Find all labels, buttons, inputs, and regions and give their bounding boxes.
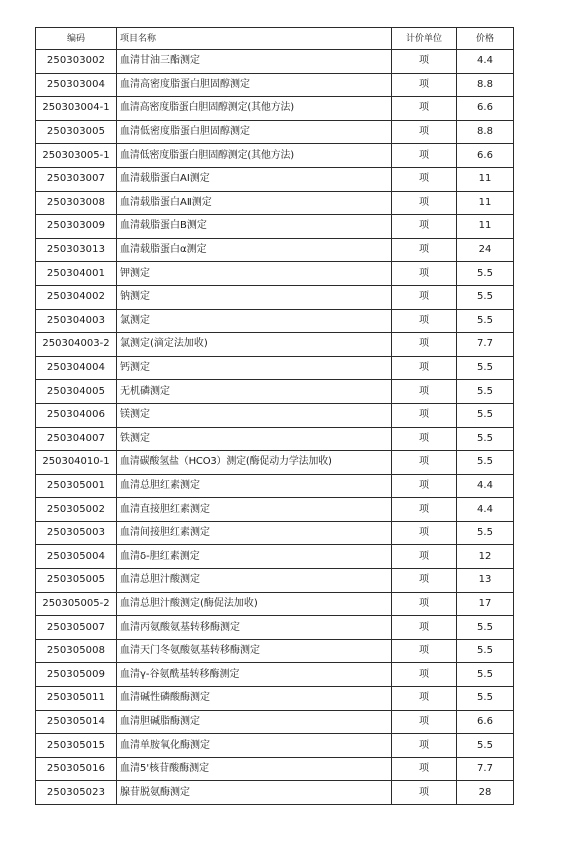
table-row xyxy=(36,50,514,74)
cell-price: 5.5 xyxy=(457,616,514,640)
table-row xyxy=(36,687,514,711)
cell-price: 5.5 xyxy=(457,734,514,758)
cell-pricing-unit: 项 xyxy=(392,639,457,663)
cell-price: 5.5 xyxy=(457,285,514,309)
cell-code: 250305007 xyxy=(36,616,117,640)
price-table xyxy=(35,27,514,805)
cell-code: 250303009 xyxy=(36,215,117,239)
cell-price: 28 xyxy=(457,781,514,805)
cell-code: 250304010-1 xyxy=(36,451,117,475)
cell-price: 11 xyxy=(457,167,514,191)
cell-pricing-unit: 项 xyxy=(392,521,457,545)
cell-pricing-unit: 项 xyxy=(392,309,457,333)
table-row xyxy=(36,427,514,451)
cell-code: 250304007 xyxy=(36,427,117,451)
table-row xyxy=(36,663,514,687)
cell-price: 8.8 xyxy=(457,120,514,144)
cell-item-name: 血清总胆汁酸测定(酶促法加收) xyxy=(117,592,392,616)
cell-price: 5.5 xyxy=(457,687,514,711)
cell-price: 8.8 xyxy=(457,73,514,97)
table-row xyxy=(36,238,514,262)
cell-price: 13 xyxy=(457,569,514,593)
cell-item-name: 血清丙氨酸氨基转移酶测定 xyxy=(117,616,392,640)
table-row xyxy=(36,333,514,357)
cell-price: 5.5 xyxy=(457,521,514,545)
table-row xyxy=(36,120,514,144)
cell-pricing-unit: 项 xyxy=(392,285,457,309)
cell-code: 250305014 xyxy=(36,710,117,734)
cell-code: 250303013 xyxy=(36,238,117,262)
cell-item-name: 钾测定 xyxy=(117,262,392,286)
cell-price: 24 xyxy=(457,238,514,262)
cell-price: 5.5 xyxy=(457,663,514,687)
cell-code: 250304003-2 xyxy=(36,333,117,357)
cell-code: 250303005-1 xyxy=(36,144,117,168)
cell-code: 250303005 xyxy=(36,120,117,144)
cell-pricing-unit: 项 xyxy=(392,144,457,168)
cell-price: 7.7 xyxy=(457,333,514,357)
table-row xyxy=(36,592,514,616)
cell-pricing-unit: 项 xyxy=(392,356,457,380)
cell-item-name: 血清天门冬氨酸氨基转移酶测定 xyxy=(117,639,392,663)
table-row xyxy=(36,403,514,427)
cell-item-name: 血清载脂蛋白AⅠ测定 xyxy=(117,167,392,191)
table-row xyxy=(36,191,514,215)
cell-code: 250304001 xyxy=(36,262,117,286)
table-row xyxy=(36,144,514,168)
cell-code: 250305005 xyxy=(36,569,117,593)
table-row xyxy=(36,451,514,475)
cell-code: 250305004 xyxy=(36,545,117,569)
cell-item-name: 氯测定(滴定法加收) xyxy=(117,333,392,357)
column-header-unit: 计价单位 xyxy=(392,28,457,50)
cell-price: 4.4 xyxy=(457,50,514,74)
cell-price: 12 xyxy=(457,545,514,569)
table-row xyxy=(36,757,514,781)
cell-price: 5.5 xyxy=(457,262,514,286)
table-row xyxy=(36,781,514,805)
cell-pricing-unit: 项 xyxy=(392,262,457,286)
cell-item-name: 血清总胆汁酸测定 xyxy=(117,569,392,593)
table-row xyxy=(36,285,514,309)
cell-code: 250304003 xyxy=(36,309,117,333)
cell-pricing-unit: 项 xyxy=(392,97,457,121)
cell-pricing-unit: 项 xyxy=(392,333,457,357)
cell-code: 250305015 xyxy=(36,734,117,758)
column-header-name: 项目名称 xyxy=(117,28,392,50)
table-row xyxy=(36,262,514,286)
cell-code: 250304004 xyxy=(36,356,117,380)
cell-pricing-unit: 项 xyxy=(392,687,457,711)
table-row xyxy=(36,73,514,97)
cell-price: 5.5 xyxy=(457,403,514,427)
cell-item-name: 无机磷测定 xyxy=(117,380,392,404)
table-row xyxy=(36,167,514,191)
cell-code: 250303004 xyxy=(36,73,117,97)
cell-price: 5.5 xyxy=(457,380,514,404)
table-row xyxy=(36,569,514,593)
table-row xyxy=(36,710,514,734)
cell-price: 11 xyxy=(457,191,514,215)
table-body xyxy=(36,50,514,805)
cell-pricing-unit: 项 xyxy=(392,50,457,74)
cell-code: 250304002 xyxy=(36,285,117,309)
cell-item-name: 血清碱性磷酸酶测定 xyxy=(117,687,392,711)
cell-pricing-unit: 项 xyxy=(392,474,457,498)
column-header-code: 编码 xyxy=(36,28,117,50)
cell-item-name: 血清γ-谷氨酰基转移酶测定 xyxy=(117,663,392,687)
cell-pricing-unit: 项 xyxy=(392,191,457,215)
cell-code: 250303004-1 xyxy=(36,97,117,121)
cell-pricing-unit: 项 xyxy=(392,120,457,144)
cell-item-name: 血清直接胆红素测定 xyxy=(117,498,392,522)
cell-pricing-unit: 项 xyxy=(392,215,457,239)
cell-code: 250303008 xyxy=(36,191,117,215)
cell-price: 6.6 xyxy=(457,144,514,168)
cell-price: 6.6 xyxy=(457,97,514,121)
table-row xyxy=(36,545,514,569)
cell-price: 5.5 xyxy=(457,451,514,475)
cell-code: 250305003 xyxy=(36,521,117,545)
cell-code: 250304005 xyxy=(36,380,117,404)
table-row xyxy=(36,616,514,640)
table-row xyxy=(36,498,514,522)
cell-item-name: 血清5'核苷酸酶测定 xyxy=(117,757,392,781)
cell-item-name: 血清低密度脂蛋白胆固醇测定(其他方法) xyxy=(117,144,392,168)
table-row xyxy=(36,734,514,758)
cell-pricing-unit: 项 xyxy=(392,616,457,640)
cell-code: 250304006 xyxy=(36,403,117,427)
cell-item-name: 钙测定 xyxy=(117,356,392,380)
cell-price: 6.6 xyxy=(457,710,514,734)
cell-code: 250303002 xyxy=(36,50,117,74)
cell-item-name: 血清低密度脂蛋白胆固醇测定 xyxy=(117,120,392,144)
cell-item-name: 血清甘油三酯测定 xyxy=(117,50,392,74)
cell-price: 4.4 xyxy=(457,474,514,498)
cell-code: 250303007 xyxy=(36,167,117,191)
cell-code: 250305005-2 xyxy=(36,592,117,616)
cell-item-name: 血清高密度脂蛋白胆固醇测定(其他方法) xyxy=(117,97,392,121)
cell-price: 5.5 xyxy=(457,356,514,380)
cell-item-name: 血清间接胆红素测定 xyxy=(117,521,392,545)
cell-item-name: 镁测定 xyxy=(117,403,392,427)
table-row xyxy=(36,521,514,545)
cell-price: 5.5 xyxy=(457,309,514,333)
cell-pricing-unit: 项 xyxy=(392,545,457,569)
cell-price: 5.5 xyxy=(457,639,514,663)
cell-code: 250305011 xyxy=(36,687,117,711)
cell-item-name: 铁测定 xyxy=(117,427,392,451)
cell-item-name: 血清碳酸氢盐（HCO3）测定(酶促动力学法加收) xyxy=(117,451,392,475)
cell-pricing-unit: 项 xyxy=(392,380,457,404)
cell-pricing-unit: 项 xyxy=(392,403,457,427)
cell-price: 5.5 xyxy=(457,427,514,451)
column-header-price: 价格 xyxy=(457,28,514,50)
cell-code: 250305008 xyxy=(36,639,117,663)
cell-code: 250305023 xyxy=(36,781,117,805)
cell-pricing-unit: 项 xyxy=(392,427,457,451)
table-row xyxy=(36,639,514,663)
table-row xyxy=(36,215,514,239)
table-row xyxy=(36,380,514,404)
cell-price: 7.7 xyxy=(457,757,514,781)
cell-item-name: 血清高密度脂蛋白胆固醇测定 xyxy=(117,73,392,97)
cell-price: 17 xyxy=(457,592,514,616)
price-list-page xyxy=(35,27,513,805)
cell-code: 250305001 xyxy=(36,474,117,498)
cell-item-name: 血清载脂蛋白α测定 xyxy=(117,238,392,262)
cell-item-name: 氯测定 xyxy=(117,309,392,333)
cell-pricing-unit: 项 xyxy=(392,73,457,97)
table-row xyxy=(36,309,514,333)
cell-pricing-unit: 项 xyxy=(392,569,457,593)
cell-item-name: 钠测定 xyxy=(117,285,392,309)
cell-item-name: 血清总胆红素测定 xyxy=(117,474,392,498)
table-header-row xyxy=(36,28,514,50)
cell-pricing-unit: 项 xyxy=(392,167,457,191)
cell-item-name: 血清胆碱脂酶测定 xyxy=(117,710,392,734)
cell-pricing-unit: 项 xyxy=(392,498,457,522)
cell-pricing-unit: 项 xyxy=(392,710,457,734)
cell-item-name: 血清载脂蛋白AⅡ测定 xyxy=(117,191,392,215)
cell-item-name: 血清载脂蛋白B测定 xyxy=(117,215,392,239)
cell-price: 11 xyxy=(457,215,514,239)
table-row xyxy=(36,356,514,380)
table-row xyxy=(36,97,514,121)
cell-pricing-unit: 项 xyxy=(392,734,457,758)
cell-item-name: 血清δ-胆红素测定 xyxy=(117,545,392,569)
cell-code: 250305002 xyxy=(36,498,117,522)
cell-code: 250305016 xyxy=(36,757,117,781)
cell-pricing-unit: 项 xyxy=(392,592,457,616)
cell-item-name: 血清单胺氧化酶测定 xyxy=(117,734,392,758)
cell-pricing-unit: 项 xyxy=(392,781,457,805)
cell-code: 250305009 xyxy=(36,663,117,687)
cell-pricing-unit: 项 xyxy=(392,757,457,781)
cell-pricing-unit: 项 xyxy=(392,451,457,475)
cell-pricing-unit: 项 xyxy=(392,238,457,262)
table-row xyxy=(36,474,514,498)
cell-pricing-unit: 项 xyxy=(392,663,457,687)
cell-price: 4.4 xyxy=(457,498,514,522)
cell-item-name: 腺苷脱氨酶测定 xyxy=(117,781,392,805)
